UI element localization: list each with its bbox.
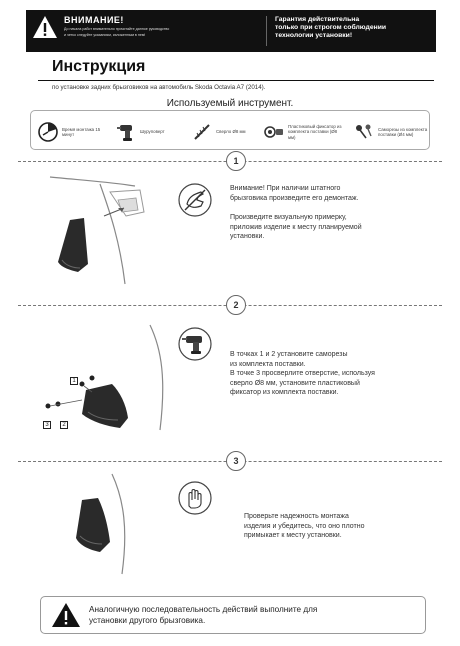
drill-tool-icon <box>177 326 213 362</box>
screwdriver-drill-icon <box>115 121 137 143</box>
instruction-line: приложив изделие к месту планируемой <box>230 223 362 231</box>
footer-line: установки другого брызговика. <box>89 616 206 625</box>
step1-illustration <box>40 172 190 287</box>
footer-line: Аналогичную последовательность действий выполните для <box>89 605 318 614</box>
tools-heading: Используемый инструмент. <box>166 98 294 109</box>
instruction-line: В точке 3 просверлите отверстие, используя <box>230 370 375 378</box>
banner-title: ВНИМАНИЕ! <box>64 15 124 25</box>
callout-label: 3 <box>43 421 51 429</box>
self-tapping-screw-icon <box>353 121 375 143</box>
tool-item <box>353 117 430 147</box>
step-number-badge: 1 <box>226 151 246 171</box>
warranty-line: технологии установки! <box>275 32 353 40</box>
drill-bit-icon <box>191 121 213 143</box>
tool-label: Время монтажа 15 минут <box>62 126 101 137</box>
page-title: Инструкция <box>52 58 146 75</box>
instruction-line: Проверьте надежность монтажа <box>244 513 349 520</box>
hand-check-icon <box>177 480 213 516</box>
warranty-line: Гарантия действительна <box>275 16 360 23</box>
tool-label: Пластиковый фиксатор из комплекта поставки (Ø8 мм) <box>288 124 342 140</box>
step-number-badge: 2 <box>226 295 246 315</box>
instruction-line: примыкает к месту установки. <box>244 532 342 540</box>
callout-label: 2 <box>60 421 68 429</box>
footer-note <box>40 596 426 634</box>
instruction-line: брызговика произведите его демонтаж. <box>230 194 359 202</box>
footer-text <box>89 604 317 626</box>
banner-warning-block <box>26 10 266 52</box>
warning-triangle-icon <box>32 14 58 40</box>
step2-illustration <box>30 320 190 440</box>
instruction-line: фиксатор из комплекта поставки. <box>230 389 339 397</box>
tool-label: Сверло Ø8 мм <box>216 129 246 135</box>
tool-item <box>115 117 188 147</box>
page-subtitle: по установке задних брызговиков на автомобиль Skoda Octavia A7 (2014). <box>52 84 266 91</box>
warranty-line: только при строгом соблюдении <box>275 24 387 32</box>
instruction-line: Произведите визуальную примерку, <box>230 214 347 222</box>
step3-illustration <box>50 470 180 580</box>
clock-icon <box>37 121 59 143</box>
tool-label: Саморезы из комплекта поставки (Ø4 мм) <box>378 126 428 137</box>
instruction-line: изделия и убедитесь, что оно плотно <box>244 522 365 530</box>
tool-item <box>37 117 110 147</box>
tool-item <box>191 117 264 147</box>
tools-panel <box>30 110 430 150</box>
instruction-line: В точках 1 и 2 установите саморезы <box>230 351 348 358</box>
banner-note-line: До начала работ внимательно прочитайте данное руководство <box>64 27 170 31</box>
step-number-badge: 3 <box>226 451 246 471</box>
instruction-line: из комплекта поставки. <box>230 360 306 368</box>
plastic-clip-icon <box>263 121 285 143</box>
instruction-line: Внимание! При наличии штатного <box>230 185 341 192</box>
warranty-note <box>267 10 436 52</box>
instruction-line: сверло Ø8 мм, установите пластиковый <box>230 379 360 387</box>
instruction-line: установки. <box>230 233 265 241</box>
tool-item <box>263 117 344 147</box>
banner-note-line: и четко следуйте указаниям, изложенным в нем! <box>64 33 146 38</box>
callout-label: 1 <box>70 377 78 385</box>
hand-pointing-icon <box>177 182 213 218</box>
step1-instructions <box>230 184 362 242</box>
tool-label: Шуруповерт <box>140 129 165 135</box>
title-underline <box>38 80 434 81</box>
warning-triangle-icon <box>51 601 81 629</box>
warning-banner <box>26 10 436 52</box>
step2-instructions <box>230 350 375 398</box>
step3-instructions <box>244 512 364 541</box>
